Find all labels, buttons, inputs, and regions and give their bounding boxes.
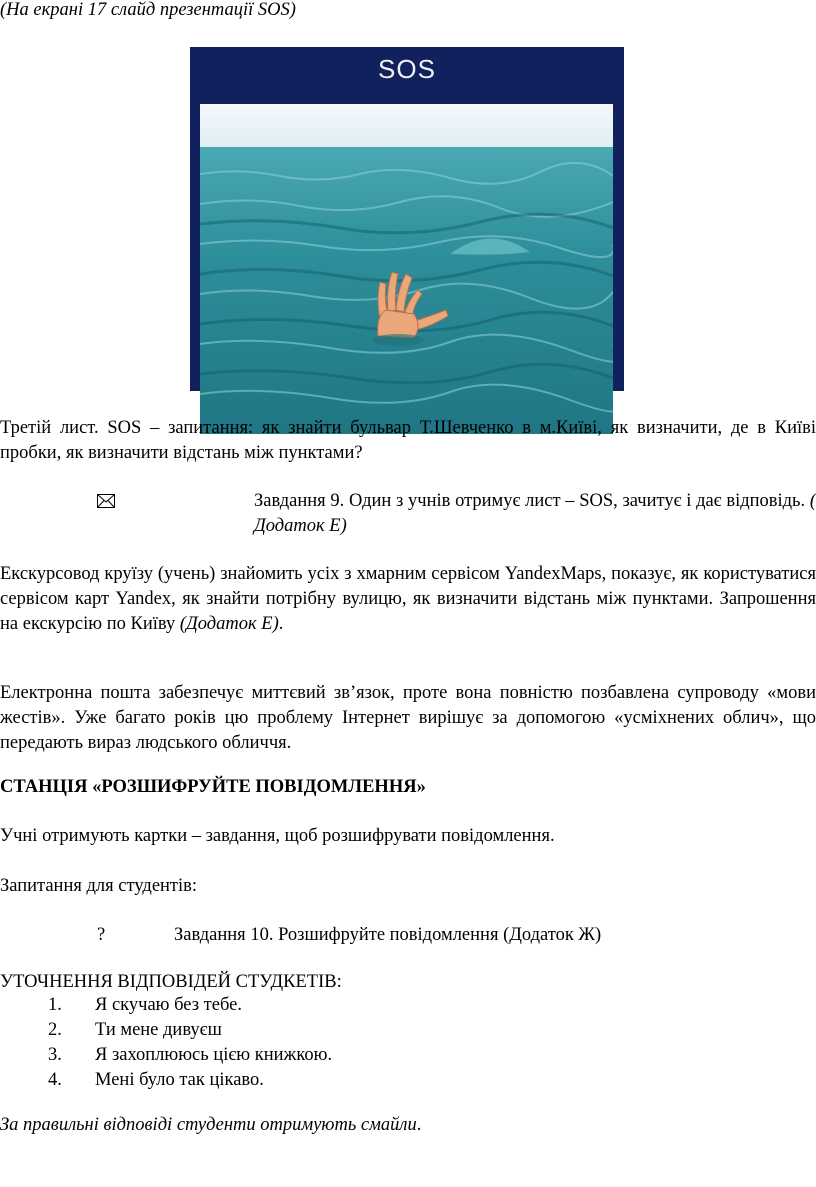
third-letter-paragraph: Третій лист. SOS – запитання: як знайти бульвар Т.Шевченко в м.Київі, як визначити, де в Київі пробки, як визначити відстань між пунктами?: [0, 418, 816, 463]
list-item-number: 1.: [48, 995, 62, 1015]
task-9-text: Завдання 9. Один з учнів отримує лист – SOS, зачитує і дає відповідь.: [254, 491, 810, 511]
list-item-number: 4.: [48, 1070, 62, 1090]
list-item-number: 2.: [48, 1020, 62, 1040]
task-10: Завдання 10. Розшифруйте повідомлення (Додаток Ж): [174, 925, 602, 945]
list-item-text: Ти мене дивуєш: [95, 1020, 222, 1040]
slide-caption: (На екрані 17 слайд презентації SOS): [0, 0, 296, 20]
station-heading: СТАНЦІЯ «РОЗШИФРУЙТЕ ПОВІДОМЛЕННЯ»: [0, 777, 426, 797]
list-item-number: 3.: [48, 1045, 62, 1065]
final-note-text: За правильні відповіді студенти отримують смайли: [0, 1115, 417, 1135]
guide-paragraph-appendix: (Додаток Е): [179, 614, 279, 634]
list-item-text: Я захоплююсь цією книжкою.: [95, 1045, 333, 1065]
slide-image: [190, 47, 624, 391]
clarify-heading: УТОЧНЕННЯ ВІДПОВІДЕЙ СТУДКЕТІВ:: [0, 972, 342, 992]
slide-title: SOS: [378, 54, 436, 84]
guide-paragraph-end: .: [278, 614, 284, 634]
list-item-text: Мені було так цікаво.: [95, 1070, 264, 1090]
guide-paragraph: [0, 562, 816, 637]
envelope-icon: [97, 491, 115, 505]
cards-paragraph: Учні отримують картки – завдання, щоб розшифрувати повідомлення.: [0, 826, 555, 846]
question-bullet: ?: [97, 925, 106, 945]
email-paragraph: Електронна пошта забезпечує миттєвий зв’язок, проте вона повністю позбавлена супроводу «мови жестів». Уже багато років цю проблему Інтернет вирішує за допомогою «усміхнених облич», що передають вираз людського обличчя.: [0, 683, 816, 753]
task-9-appendix: ( Додаток Е): [254, 491, 816, 536]
final-note: [0, 1113, 421, 1138]
guide-paragraph-text: Екскурсовод круїзу (учень) знайомить усіх з хмарним сервісом YandexMaps, показує, як користуватися сервісом карт Yandex, як знайти потрібну вулицю, як визначити відстань між пунктами. Запрошення на екскурсію по Київу: [0, 564, 816, 634]
task-9: [254, 489, 816, 539]
questions-label: Запитання для студентів:: [0, 876, 198, 896]
final-note-end: .: [416, 1115, 422, 1135]
list-item-text: Я скучаю без тебе.: [95, 995, 242, 1015]
drowning-hand-icon: [200, 104, 613, 434]
